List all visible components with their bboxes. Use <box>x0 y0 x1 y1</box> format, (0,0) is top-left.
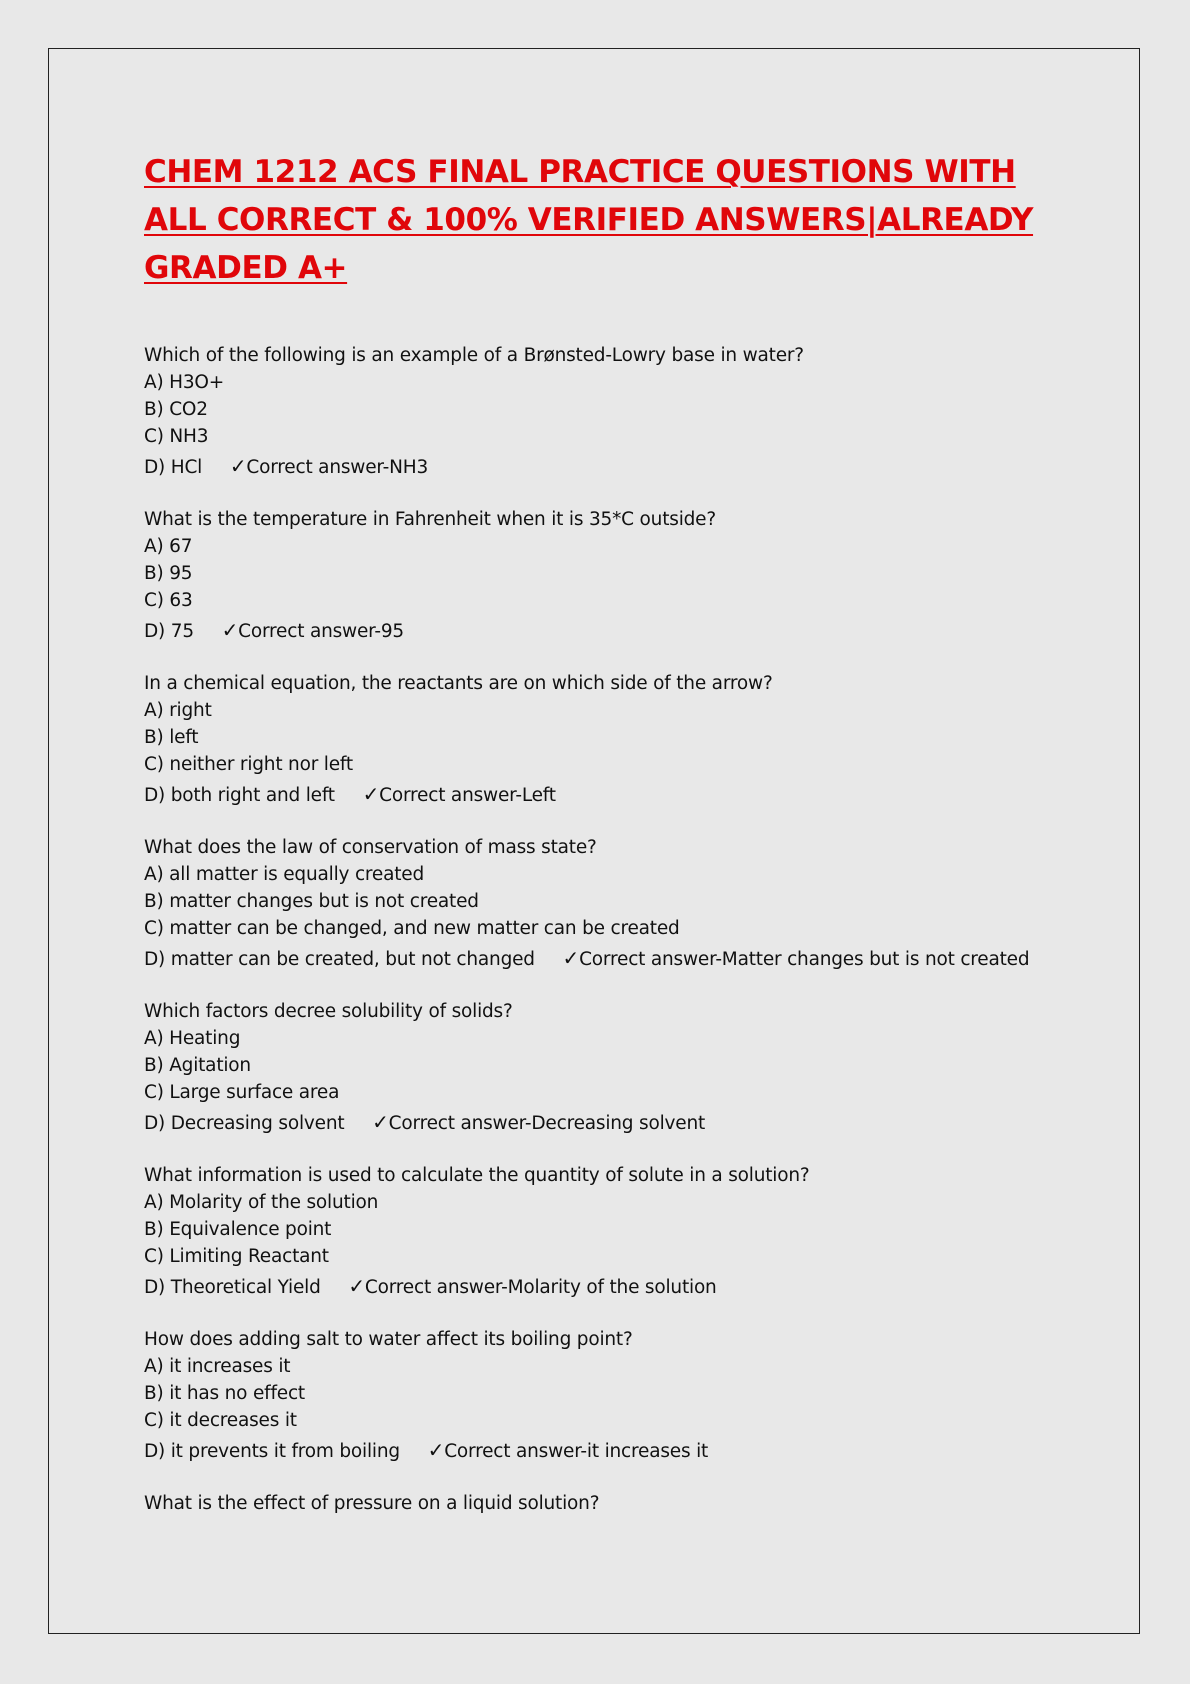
document-content <box>144 148 1044 1539</box>
checkmark-icon: ✓ <box>362 782 380 806</box>
option: B) 95 <box>144 563 193 584</box>
option-with-answer <box>144 1106 1044 1140</box>
option: B) matter changes but is not created <box>144 891 479 912</box>
correct-answer-text: Correct answer-it increases it <box>444 1441 709 1462</box>
option: A) all matter is equally created <box>144 864 425 885</box>
question-text: How does adding salt to water affect its boiling point? <box>144 1329 633 1350</box>
option-with-answer <box>144 778 1044 812</box>
option: D) both right and left <box>144 785 335 806</box>
question-block <box>144 342 1044 484</box>
option-with-answer <box>144 1270 1044 1304</box>
option: C) neither right nor left <box>144 754 353 775</box>
option: A) H3O+ <box>144 372 225 393</box>
correct-answer <box>562 946 1030 970</box>
option: B) Equivalence point <box>144 1219 332 1240</box>
option-with-answer <box>144 450 1044 484</box>
correct-answer-text: Correct answer-Molarity of the solution <box>364 1277 717 1298</box>
correct-answer-text: Correct answer-95 <box>238 621 404 642</box>
option: C) Limiting Reactant <box>144 1246 329 1267</box>
option-with-answer <box>144 942 1044 976</box>
question-text: What does the law of conservation of mass state? <box>144 837 597 858</box>
option: C) Large surface area <box>144 1082 340 1103</box>
question-text: What information is used to calculate the quantity of solute in a solution? <box>144 1165 810 1186</box>
checkmark-icon: ✓ <box>229 454 247 478</box>
option: C) it decreases it <box>144 1410 297 1431</box>
option: B) Agitation <box>144 1055 251 1076</box>
question-text: Which of the following is an example of a Brønsted-Lowry base in water? <box>144 345 804 366</box>
correct-answer-text: Correct answer-Matter changes but is not created <box>579 949 1030 970</box>
question-block <box>144 1162 1044 1304</box>
option: A) right <box>144 700 212 721</box>
checkmark-icon: ✓ <box>221 618 239 642</box>
option: A) Heating <box>144 1028 241 1049</box>
correct-answer <box>221 618 404 642</box>
question-block <box>144 834 1044 976</box>
option: D) Theoretical Yield <box>144 1277 321 1298</box>
title-line: GRADED A+ <box>144 250 348 286</box>
document-title <box>144 148 1044 292</box>
question-block <box>144 998 1044 1140</box>
option: C) NH3 <box>144 426 209 447</box>
question-text: What is the temperature in Fahrenheit when it is 35*C outside? <box>144 509 716 530</box>
correct-answer <box>229 454 429 478</box>
option: D) 75 <box>144 621 194 642</box>
option: D) it prevents it from boiling <box>144 1441 400 1462</box>
option: A) it increases it <box>144 1356 291 1377</box>
title-line: ALL CORRECT & 100% VERIFIED ANSWERS|ALREADY <box>144 202 1034 238</box>
option: C) matter can be changed, and new matter can be created <box>144 918 680 939</box>
question-block <box>144 1490 1044 1517</box>
correct-answer-text: Correct answer-NH3 <box>246 457 429 478</box>
checkmark-icon: ✓ <box>372 1110 389 1134</box>
option: D) matter can be created, but not changed <box>144 949 535 970</box>
question-block <box>144 1326 1044 1468</box>
correct-answer <box>372 1110 706 1134</box>
correct-answer <box>427 1438 709 1462</box>
checkmark-icon: ✓ <box>348 1274 365 1298</box>
option: B) left <box>144 727 199 748</box>
correct-answer <box>348 1274 717 1298</box>
option: C) 63 <box>144 590 193 611</box>
option: D) Decreasing solvent <box>144 1113 345 1134</box>
option: A) 67 <box>144 536 193 557</box>
option-with-answer <box>144 614 1044 648</box>
option: B) CO2 <box>144 399 208 420</box>
option: B) it has no effect <box>144 1383 305 1404</box>
checkmark-icon: ✓ <box>562 946 580 970</box>
option-with-answer <box>144 1434 1044 1468</box>
title-line: CHEM 1212 ACS FINAL PRACTICE QUESTIONS WITH <box>144 154 1016 190</box>
correct-answer-text: Correct answer-Left <box>379 785 556 806</box>
option: A) Molarity of the solution <box>144 1192 379 1213</box>
correct-answer <box>362 782 556 806</box>
question-text: What is the effect of pressure on a liquid solution? <box>144 1493 600 1514</box>
question-text: Which factors decree solubility of solids? <box>144 1001 513 1022</box>
question-block <box>144 670 1044 812</box>
question-text: In a chemical equation, the reactants are on which side of the arrow? <box>144 673 773 694</box>
checkmark-icon: ✓ <box>427 1438 445 1462</box>
option: D) HCl <box>144 457 203 478</box>
correct-answer-text: Correct answer-Decreasing solvent <box>388 1113 706 1134</box>
question-block <box>144 506 1044 648</box>
